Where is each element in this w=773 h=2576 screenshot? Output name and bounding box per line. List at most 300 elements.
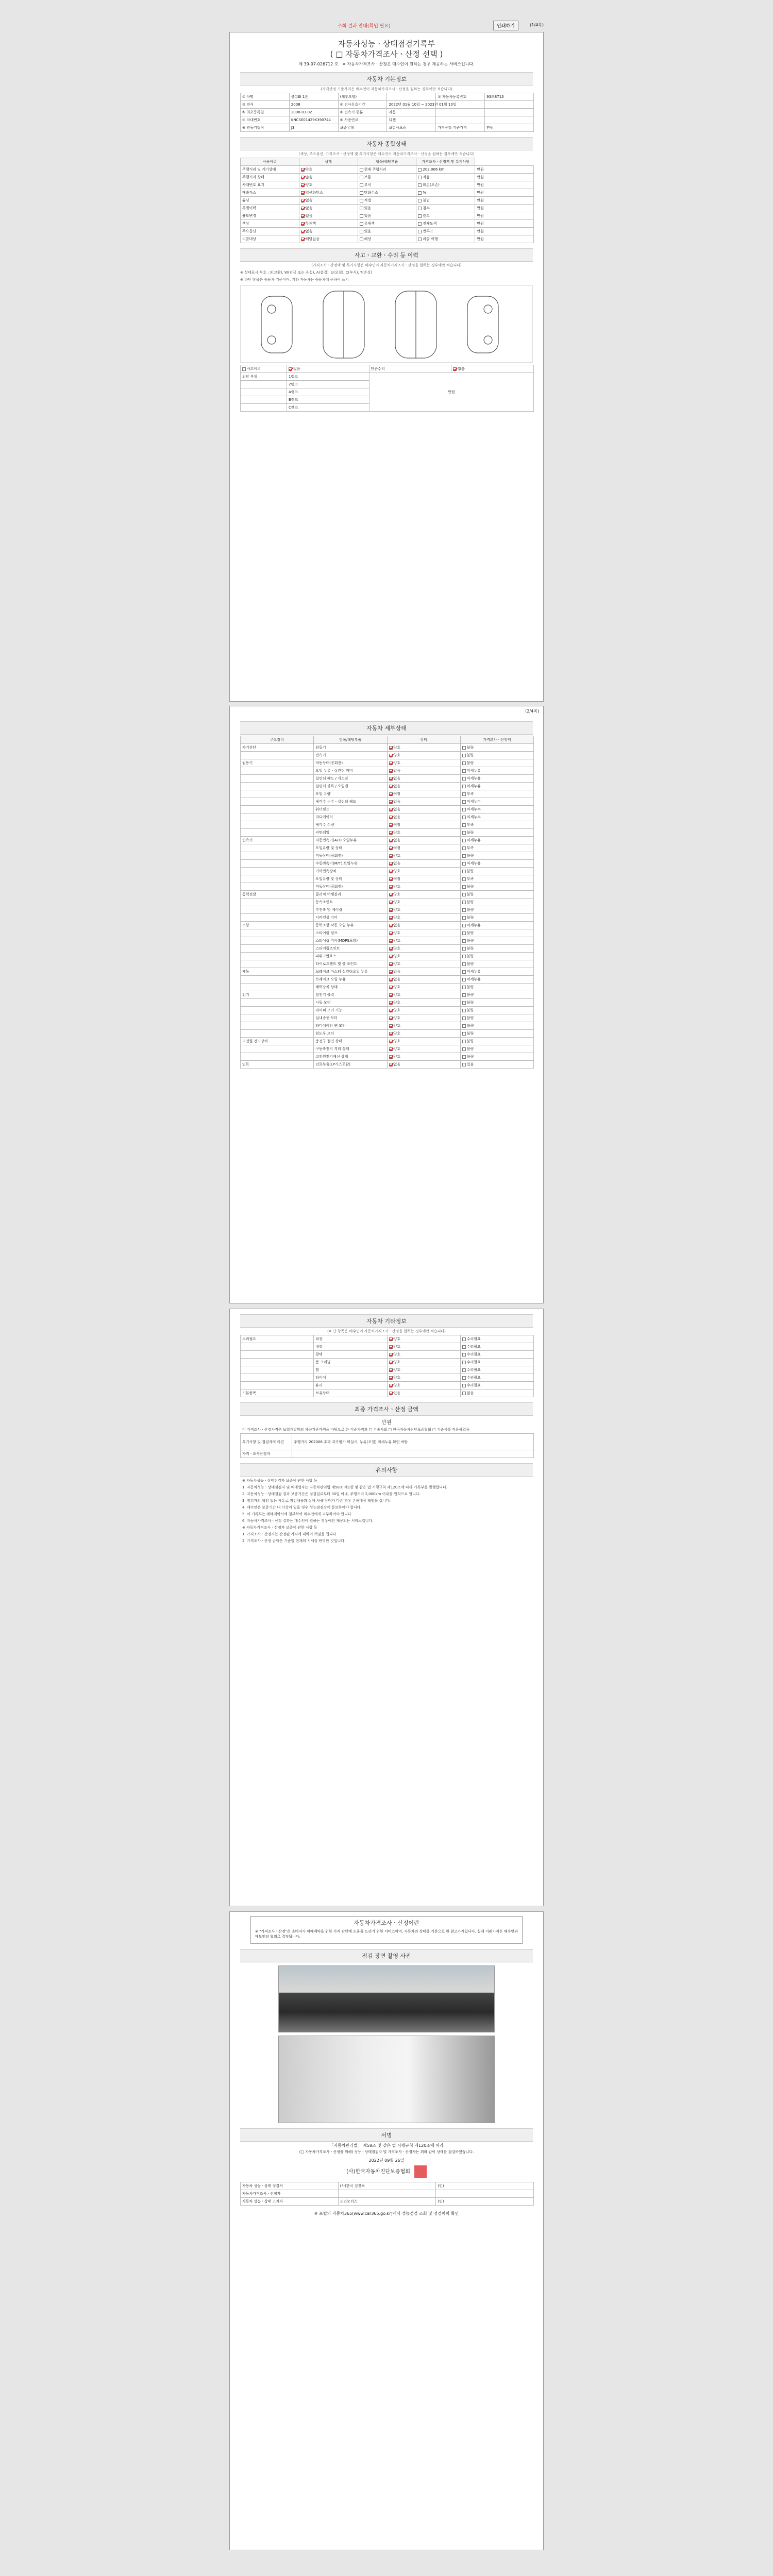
print-button[interactable]: 인쇄하기 [493,21,518,30]
checkbox[interactable] [462,1353,466,1357]
table-row [241,744,534,752]
checkbox[interactable] [462,993,466,997]
table-cell [241,790,314,798]
table-cell [241,829,314,837]
section-detail: 자동차 세부상태 [240,721,533,735]
checkbox[interactable] [389,1063,393,1066]
table-cell: 수동변속기(M/T) 오일누유 [314,860,387,868]
checkbox[interactable] [462,924,466,927]
table-cell: 불량 [460,1030,533,1038]
table-cell: 유리 [314,1382,387,1389]
checkbox[interactable] [389,816,393,819]
table-cell: 부족 [460,875,533,883]
checkbox[interactable] [462,792,466,796]
checkbox[interactable] [389,1392,393,1395]
checkbox[interactable] [301,230,305,233]
table-cell: 없음 [387,976,460,984]
table-cell: 적법 [358,197,416,205]
table-cell: 연료 [241,1061,314,1069]
checkbox[interactable] [389,808,393,811]
caution-line: 2. 자동차성능ㆍ상태점검 결과 보증기간은 점검일로부터 30일 이내, 주행거리 2,000km 이내를 원칙으로 합니다. [242,1492,421,1496]
table-row [241,829,534,837]
checkbox[interactable] [462,901,466,904]
table-cell: 냉각수 누수 - 실린더 헤드 [314,798,387,806]
table-cell [241,1053,314,1061]
checkbox[interactable] [462,862,466,866]
checkbox[interactable] [389,800,393,804]
table-cell: 무채색 [299,220,358,228]
checkbox[interactable] [360,183,363,187]
checkbox[interactable] [462,1337,466,1341]
checkbox[interactable] [462,1384,466,1387]
checkbox[interactable] [462,877,466,881]
checkbox[interactable] [462,947,466,951]
checkbox[interactable] [389,901,393,904]
table-cell: 양호 [387,1022,460,1030]
table-cell [241,984,314,991]
table-cell: 수리필요 [460,1351,533,1359]
checkbox[interactable] [462,986,466,989]
checkbox[interactable] [462,761,466,765]
table-cell: 양호 [387,984,460,991]
table-cell: 양호 [387,953,460,960]
checkbox[interactable] [389,1040,393,1043]
section-photo: 점검 장면 촬영 사진 [240,1949,533,1962]
table-row [241,868,534,875]
table-cell: 훼손(오손) [416,181,475,189]
checkbox[interactable] [462,1001,466,1005]
table-row [241,752,534,759]
table-cell: 불량 [460,829,533,837]
table-row [241,101,534,109]
checkbox[interactable] [389,916,393,920]
table-cell: 양호 [387,1382,460,1389]
checkbox[interactable] [418,183,422,187]
checkbox[interactable] [462,1009,466,1012]
checkbox[interactable] [389,978,393,981]
section-accident: 사고ㆍ교환ㆍ수리 등 이력 [240,248,533,262]
table-cell: KNCSE01429K390744 [289,116,338,124]
table-cell: 양호 [387,906,460,914]
checkbox[interactable] [301,191,305,195]
checkbox[interactable] [360,230,363,233]
checkbox[interactable] [462,785,466,788]
table-cell: 불량 [460,891,533,899]
checkbox[interactable] [389,924,393,927]
table-cell: 없음 [387,968,460,976]
checkbox[interactable] [462,1063,466,1066]
checkbox[interactable] [389,1368,393,1372]
table-cell: ① 차명 [241,93,290,101]
page-3 [229,1309,544,1906]
table-cell: 미세누유 [460,968,533,976]
checkbox[interactable] [462,1055,466,1059]
caution-line: 3. 점검자의 책임 있는 사유로 점검내용과 실제 차량 상태가 다른 경우 손해배상 책임을 집니다. [242,1499,391,1503]
table-row [241,1014,534,1022]
table-row [241,1022,534,1030]
checkbox[interactable] [360,222,363,226]
checkbox[interactable] [462,970,466,974]
checkbox[interactable] [418,176,422,179]
signature-law: 「자동차관리법」 제58조 및 같은 법 시행규칙 제120조에 따라 [329,2143,444,2148]
checkbox[interactable] [360,238,363,241]
table-cell: J3 [289,124,338,132]
table-cell: 추진축 및 베어링 [314,906,387,914]
checkbox[interactable] [462,831,466,835]
table-row [241,197,534,205]
table-cell: 미세누유 [460,783,533,790]
special-table: 특기사항 및 점검자의 의견 주행거리 202006 초과 자가평가 미실시, 누유(오일) 미세누유 확인 바람 가격ㆍ조사산정자 [240,1433,534,1458]
checkbox[interactable] [462,816,466,819]
table-cell [485,101,534,109]
checkbox[interactable] [389,1032,393,1036]
checkbox[interactable] [360,207,363,210]
table-cell: 라디에이터 [314,814,387,821]
checkbox[interactable] [389,1337,393,1341]
form-subtitle: ( □ 자동차가격조사ㆍ산정 선택 ) [330,49,443,59]
table-cell [436,2190,534,2198]
checkbox[interactable] [462,854,466,858]
checkbox[interactable] [418,238,422,241]
table-cell: 불량 [460,1045,533,1053]
table-cell: 미세누유 [460,976,533,984]
checkbox[interactable] [301,199,305,202]
checkbox[interactable] [389,1376,393,1380]
table-row [241,821,534,829]
checkbox[interactable] [389,1047,393,1051]
checkbox[interactable] [418,222,422,226]
table-cell: 없음 [387,767,460,775]
table-cell: 탄화수소 [358,189,416,197]
table-cell: 작동상태(공회전) [314,883,387,891]
checkbox[interactable] [389,1361,393,1364]
checkbox[interactable] [389,1055,393,1059]
caution-list [230,1478,543,1545]
table-cell: 동력전달 [241,891,314,899]
column-header: 가격조사ㆍ산정액 [460,736,533,744]
checkbox[interactable] [301,183,305,187]
table-cell: 시동 모터 [314,999,387,1007]
checkbox[interactable] [462,931,466,935]
table-row [241,929,534,937]
table-cell: 기본품목 [241,1389,314,1397]
table-row [241,235,534,243]
table-cell: 불량 [460,899,533,906]
table-cell: 불량 [460,906,533,914]
table-cell: 차대번호 표기 [241,181,299,189]
checkbox[interactable] [462,1368,466,1372]
checkbox[interactable] [389,877,393,881]
table-row [241,189,534,197]
table-cell: 원동기 [241,759,314,767]
table-cell: 적음 [416,174,475,181]
checkbox[interactable] [462,908,466,912]
table-cell: 양호 [387,883,460,891]
checkbox[interactable] [389,986,393,989]
caution-line: ※ 자동차성능ㆍ상태점검자 보증에 관한 사항 등 [242,1479,317,1483]
table-cell: 오일유량 및 상태 [314,875,387,883]
table-cell [241,844,314,852]
checkbox[interactable] [389,1009,393,1012]
checkbox[interactable] [462,846,466,850]
table-cell: 워터펌프 [314,806,387,814]
table-cell: 원동기 [314,744,387,752]
table-cell: (사)한국 검진보 [338,2182,436,2190]
checkbox[interactable] [462,1047,466,1051]
checkbox[interactable] [301,176,305,179]
table-cell: 양호 [387,1351,460,1359]
table-cell: 미세누유 [460,860,533,868]
checkbox[interactable] [462,1392,466,1395]
checkbox[interactable] [389,839,393,842]
page2-number: (2/4쪽) [525,709,539,714]
table-cell: 불량 [460,1014,533,1022]
checkbox[interactable] [301,214,305,218]
table-cell: 커먼레일 [314,829,387,837]
table-cell [241,1374,314,1382]
table-cell: 불량 [460,1007,533,1014]
table-cell: (인) [436,2182,534,2190]
checkbox[interactable] [462,870,466,873]
checkbox[interactable] [462,978,466,981]
table-row [241,937,534,945]
checkbox[interactable] [389,854,393,858]
final-text: 이 가격조사ㆍ산정가격은 보험개발원의 차량기준가액을 바탕으로 한 기준가격과 □ 기술사회 □ 한국자동차진단보증협회 □ 기준서를 적용하였음 [242,1428,469,1432]
table-cell: 윈도우 모터 [314,1030,387,1038]
table-cell: 불량 [460,929,533,937]
table-row [241,1359,534,1366]
table-cell: 리콜대상 [241,235,299,243]
checkbox[interactable] [418,214,422,218]
table-row [241,205,534,212]
table-cell [436,116,485,124]
table-cell: 자동차 성능ㆍ상태 고지자 [241,2198,339,2206]
checkbox[interactable] [389,823,393,827]
table-cell: 2008 [289,101,338,109]
column-header: 상태 [299,158,358,166]
checkbox[interactable] [389,1353,393,1357]
checkbox[interactable] [462,823,466,827]
table-cell [241,1359,314,1366]
table-cell: (인) [436,2198,534,2206]
table-row [241,759,534,767]
checkbox[interactable] [389,993,393,997]
table-row [241,968,534,976]
checkbox[interactable] [389,939,393,943]
table-cell: 주요옵션 [241,228,299,235]
checkbox[interactable] [389,885,393,889]
table-cell: 없음 [387,806,460,814]
checkbox[interactable] [389,831,393,835]
table-cell: 불량 [460,744,533,752]
section-caution: 유의사항 [240,1463,533,1477]
table-cell: 실내송풍 모터 [314,1014,387,1022]
table-cell: 양호 [387,891,460,899]
checkbox[interactable] [360,199,363,202]
table-cell: 양호 [387,1030,460,1038]
table-cell [241,767,314,775]
checkbox[interactable] [389,754,393,757]
accident-legend: ※ 상태표시 부호 : X(교환), W(판금 또는 용접), A(흠집), U(요철), C(부식), T(손상) [240,270,373,275]
table-row [241,844,534,852]
table-cell: 없음 [387,860,460,868]
checkbox[interactable] [360,176,363,179]
checkbox[interactable] [462,746,466,750]
table-cell: 불량 [460,1038,533,1045]
table-cell: 배력장치 상태 [314,984,387,991]
table-row [241,852,534,860]
checkbox[interactable] [462,885,466,889]
checkbox[interactable] [301,168,305,172]
table-cell: 있음 [387,1389,460,1397]
checkbox[interactable] [389,862,393,866]
other-table [240,1335,534,1397]
checkbox[interactable] [389,962,393,966]
checkbox[interactable] [389,777,393,781]
overall-note: (색상, 주요옵션, 가격조사ㆍ산정액 및 특기사항은 매수인이 자동차가격조사ㆍ산정을 원하는 경우에만 적습니다) [298,152,475,156]
checkbox[interactable] [462,893,466,896]
table-cell: 없음 [460,1389,533,1397]
checkbox[interactable] [462,777,466,781]
table-cell: 현재 주행거리 [358,166,416,174]
table-row [241,1045,534,1053]
column-header: 사용이력 [241,158,299,166]
checkbox[interactable] [301,238,305,241]
table-cell: 디퍼렌셜 기어 [314,914,387,922]
checkbox[interactable] [389,761,393,765]
checkbox[interactable] [462,1361,466,1364]
table-cell: 수리필요 [460,1343,533,1351]
table-cell: 2008-03-02 [289,109,338,116]
checkbox[interactable] [389,955,393,958]
checkbox[interactable] [462,769,466,773]
table-row [241,166,534,174]
checkbox[interactable] [389,931,393,935]
table-cell: 튜닝 [241,197,299,205]
table-cell: 자동변속기(A/T) 오일누유 [314,837,387,844]
checkbox[interactable] [389,970,393,974]
checkbox[interactable] [462,1040,466,1043]
checkbox[interactable] [389,846,393,850]
table-cell: 양호 [387,1359,460,1366]
checkbox[interactable] [462,1024,466,1028]
table-cell: 침수 [416,205,475,212]
checkbox[interactable] [462,754,466,757]
checkbox[interactable] [389,746,393,750]
table-cell: 타이로드엔드 및 볼 조인트 [314,960,387,968]
table-cell [241,937,314,945]
checkbox[interactable] [389,908,393,912]
table-cell: 주행거리 상태 [241,174,299,181]
checkbox[interactable] [360,191,363,195]
checkbox[interactable] [389,769,393,773]
checkbox[interactable] [389,1001,393,1005]
checkbox[interactable] [462,1376,466,1380]
table-cell [241,899,314,906]
table-cell: 보증유형 [338,124,387,132]
table-cell: 충전구 절연 상태 [314,1038,387,1045]
checkbox[interactable] [301,222,305,226]
table-cell: 불량 [460,914,533,922]
checkbox[interactable] [389,785,393,788]
checkbox[interactable] [389,893,393,896]
detail-table [240,736,534,1069]
checkbox[interactable] [389,947,393,951]
table-cell [241,1366,314,1374]
checkbox[interactable] [389,870,393,873]
checkbox[interactable] [462,939,466,943]
checkbox[interactable] [462,808,466,811]
checkbox[interactable] [389,1024,393,1028]
checkbox[interactable] [389,1384,393,1387]
checkbox[interactable] [462,1032,466,1036]
table-row [241,976,534,984]
table-cell: 렌트 [416,212,475,220]
table-row [241,999,534,1007]
table-cell: 수리필요 [460,1374,533,1382]
section-basic: 자동차 기본정보 [240,72,533,86]
checkbox[interactable] [462,839,466,842]
checkbox[interactable] [462,800,466,804]
table-cell: 만원 [475,166,534,174]
checkbox[interactable] [418,230,422,233]
checkbox[interactable] [462,1345,466,1349]
section-overall: 자동차 종합상태 [240,137,533,150]
checkbox[interactable] [462,1016,466,1020]
table-cell: 2022년 01월 10일 ~ 2023년 01월 10일 [387,101,436,109]
checkbox[interactable] [462,955,466,958]
table-cell: 불량 [460,945,533,953]
table-cell: 해당 [358,235,416,243]
table-cell: 가격산정 기준가격 [436,124,485,132]
table-cell: 미세누수 [460,798,533,806]
checkbox[interactable] [418,168,422,172]
table-cell: 양호 [387,744,460,752]
checkbox[interactable] [389,1016,393,1020]
caution-line: 5. 이 기록부는 매매계약서에 첨부하여 매수인에게 교부하여야 합니다. [242,1512,352,1516]
table-cell: 있음 [460,1061,533,1069]
table-cell [241,1030,314,1038]
table-row [241,960,534,968]
footer-note: ※ 포털의 자동차365(www.car365.go.kr)에서 성능점검 조회 및 점검이력 확인 [314,2211,459,2216]
checkbox[interactable] [389,1345,393,1349]
table-cell [241,775,314,783]
table-cell: 전체도색 [416,220,475,228]
checkbox[interactable] [301,207,305,210]
table-cell: 브레이크 오일 누유 [314,976,387,984]
checkbox[interactable] [360,168,363,172]
table-cell: 적정 [387,821,460,829]
checkbox[interactable] [389,792,393,796]
checkbox[interactable] [418,207,422,210]
table-cell: 양호 [387,1335,460,1343]
column-header: 상태 [387,736,460,744]
table-cell: 불량 [460,937,533,945]
table-cell [241,806,314,814]
checkbox[interactable] [360,214,363,218]
table-row [241,124,534,132]
basic-note: (가격산정 기준가격은 매수인이 자동차가격조사ㆍ산정을 원하는 경우에만 적습니다) [321,87,452,91]
checkbox[interactable] [418,199,422,202]
table-cell: 양호 [387,1374,460,1382]
table-cell: ⑧ 사용연료 [338,116,387,124]
checkbox[interactable] [462,962,466,966]
table-cell: 클러치 어셈블리 [314,891,387,899]
checkbox[interactable] [462,916,466,920]
checkbox[interactable] [418,191,422,195]
table-cell: 불량 [460,984,533,991]
table-cell: 202,006 km [416,166,475,174]
